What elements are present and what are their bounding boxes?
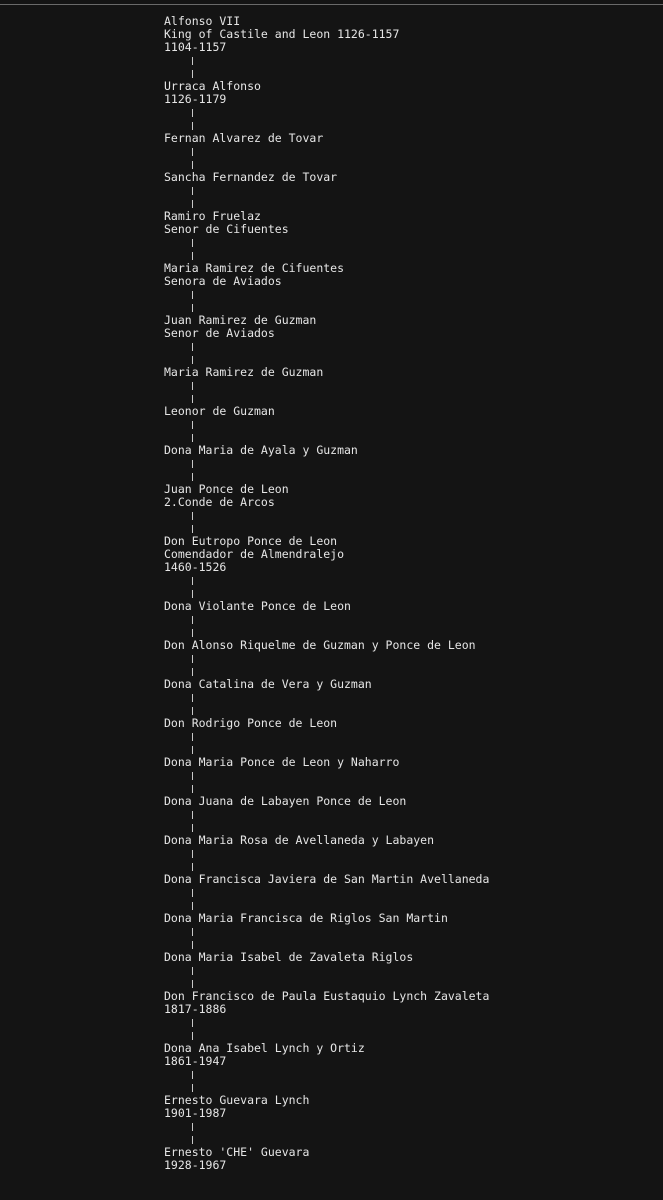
connector-line xyxy=(164,54,489,80)
person-name: Juan Ponce de Leon xyxy=(164,482,289,496)
connector-line xyxy=(164,1120,489,1146)
person-name: Dona Maria Isabel de Zavaleta Riglos xyxy=(164,950,414,964)
person-detail: 1126-1179 xyxy=(164,92,227,106)
person-name: Leonor de Guzman xyxy=(164,404,275,418)
person-entry xyxy=(164,873,489,886)
person-name: Ernesto Guevara Lynch xyxy=(164,1093,310,1107)
connector-line xyxy=(164,886,489,912)
person-detail: 1104-1157 xyxy=(164,40,227,54)
person-detail: 1817-1886 xyxy=(164,1002,227,1016)
person-name: Ernesto 'CHE' Guevara xyxy=(164,1145,310,1159)
person-name: Ramiro Fruelaz xyxy=(164,209,261,223)
connector-line xyxy=(164,145,489,171)
person-entry xyxy=(164,483,489,509)
person-detail: King of Castile and Leon 1126-1157 xyxy=(164,27,400,41)
person-detail: 1928-1967 xyxy=(164,1158,227,1172)
person-name: Maria Ramirez de Guzman xyxy=(164,365,324,379)
person-name: Don Alonso Riquelme de Guzman y Ponce de Leon xyxy=(164,638,476,652)
person-entry xyxy=(164,912,489,925)
person-entry xyxy=(164,444,489,457)
person-entry xyxy=(164,15,489,54)
person-entry xyxy=(164,1042,489,1068)
person-entry xyxy=(164,80,489,106)
person-entry xyxy=(164,639,489,652)
person-entry xyxy=(164,717,489,730)
person-detail: 1861-1947 xyxy=(164,1054,227,1068)
person-entry xyxy=(164,210,489,236)
connector-line xyxy=(164,847,489,873)
person-name: Maria Ramirez de Cifuentes xyxy=(164,261,345,275)
person-name: Dona Ana Isabel Lynch y Ortiz xyxy=(164,1041,365,1055)
connector-line xyxy=(164,184,489,210)
person-entry xyxy=(164,678,489,691)
person-name: Dona Maria Rosa de Avellaneda y Labayen xyxy=(164,833,435,847)
person-name: Don Rodrigo Ponce de Leon xyxy=(164,716,338,730)
person-detail: 2.Conde de Arcos xyxy=(164,495,275,509)
person-name: Dona Maria Francisca de Riglos San Martin xyxy=(164,911,448,925)
connector-line xyxy=(164,1068,489,1094)
connector-line xyxy=(164,808,489,834)
person-name: Dona Maria Ponce de Leon y Naharro xyxy=(164,755,400,769)
genealogy-tree xyxy=(164,15,489,1172)
person-name: Dona Francisca Javiera de San Martin Avellaneda xyxy=(164,872,490,886)
person-name: Alfonso VII xyxy=(164,14,241,28)
person-detail: Comendador de Almendralejo xyxy=(164,547,345,561)
connector-line xyxy=(164,964,489,990)
person-entry xyxy=(164,405,489,418)
person-name: Dona Violante Ponce de Leon xyxy=(164,599,351,613)
person-entry xyxy=(164,1094,489,1120)
person-entry xyxy=(164,171,489,184)
connector-line xyxy=(164,769,489,795)
person-detail: Senora de Aviados xyxy=(164,274,282,288)
connector-line xyxy=(164,288,489,314)
connector-line xyxy=(164,925,489,951)
person-detail: 1460-1526 xyxy=(164,560,227,574)
person-entry xyxy=(164,756,489,769)
connector-line xyxy=(164,340,489,366)
person-entry xyxy=(164,600,489,613)
person-name: Juan Ramirez de Guzman xyxy=(164,313,317,327)
connector-line xyxy=(164,613,489,639)
connector-line xyxy=(164,106,489,132)
connector-line xyxy=(164,730,489,756)
connector-line xyxy=(164,418,489,444)
person-name: Urraca Alfonso xyxy=(164,79,261,93)
person-entry xyxy=(164,990,489,1016)
connector-line xyxy=(164,236,489,262)
person-entry xyxy=(164,1146,489,1172)
person-entry xyxy=(164,366,489,379)
person-name: Dona Maria de Ayala y Guzman xyxy=(164,443,358,457)
person-detail: Senor de Aviados xyxy=(164,326,275,340)
person-entry xyxy=(164,262,489,288)
person-name: Don Eutropo Ponce de Leon xyxy=(164,534,338,548)
person-entry xyxy=(164,951,489,964)
person-entry xyxy=(164,834,489,847)
person-name: Dona Juana de Labayen Ponce de Leon xyxy=(164,794,407,808)
connector-line xyxy=(164,652,489,678)
person-name: Sancha Fernandez de Tovar xyxy=(164,170,338,184)
person-entry xyxy=(164,314,489,340)
connector-line xyxy=(164,574,489,600)
person-detail: Senor de Cifuentes xyxy=(164,222,289,236)
person-name: Dona Catalina de Vera y Guzman xyxy=(164,677,372,691)
person-name: Fernan Alvarez de Tovar xyxy=(164,131,324,145)
top-divider xyxy=(0,4,663,5)
person-entry xyxy=(164,535,489,574)
connector-line xyxy=(164,1016,489,1042)
connector-line xyxy=(164,457,489,483)
person-name: Don Francisco de Paula Eustaquio Lynch Zavaleta xyxy=(164,989,490,1003)
person-entry xyxy=(164,795,489,808)
person-entry xyxy=(164,132,489,145)
connector-line xyxy=(164,691,489,717)
person-detail: 1901-1987 xyxy=(164,1106,227,1120)
connector-line xyxy=(164,509,489,535)
connector-line xyxy=(164,379,489,405)
